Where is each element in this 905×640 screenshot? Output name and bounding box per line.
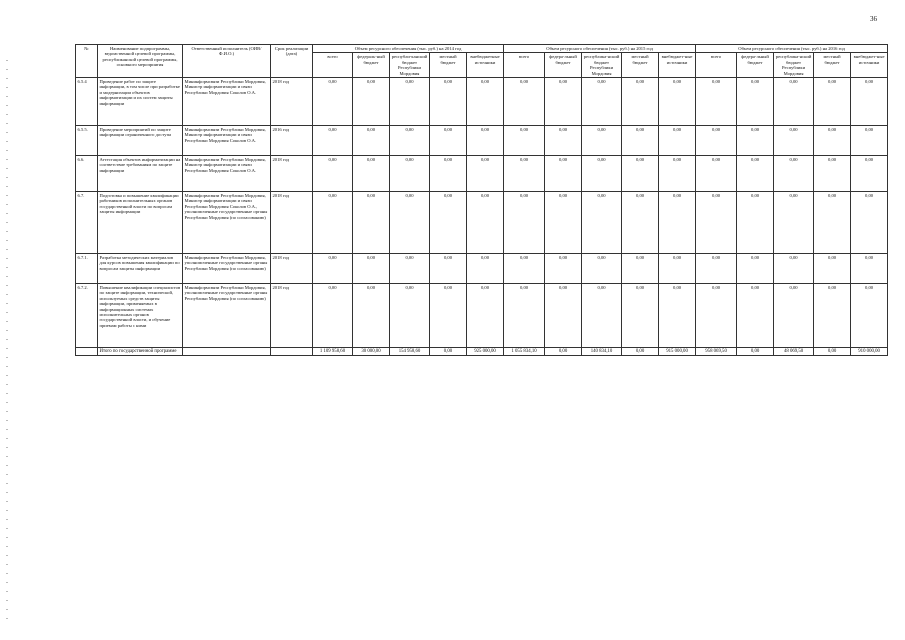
sub-header: внебюджет-ные источники — [659, 53, 696, 78]
row-value: 0,00 — [659, 78, 696, 126]
row-value: 0,00 — [659, 192, 696, 254]
total-value: 0,00 — [737, 348, 774, 356]
row-value: 0,00 — [390, 284, 430, 348]
sub-header: внебюджетные источники — [467, 53, 504, 78]
row-value: 0,00 — [313, 156, 353, 192]
row-value: 0,00 — [737, 78, 774, 126]
table-row — [76, 78, 888, 126]
row-value: 0,00 — [696, 78, 737, 126]
sub-header: всего — [504, 53, 545, 78]
row-name: Проведение работ по защите информации, в том числе при разработке и модернизации объектов информатизации и их систем защиты информации — [98, 78, 183, 126]
sub-header: местный бюджет — [814, 53, 851, 78]
row-value: 0,00 — [737, 126, 774, 156]
row-value: 0,00 — [774, 78, 814, 126]
row-value: 0,00 — [814, 192, 851, 254]
table-row — [76, 156, 888, 192]
row-value: 0,00 — [390, 78, 430, 126]
row-value: 0,00 — [696, 192, 737, 254]
group-2015-header: Объем ресурсного обеспечения (тыс. руб.) на 2015 год — [504, 45, 696, 53]
row-value: 0,00 — [814, 126, 851, 156]
row-executor: Мининформсвязи Республики Мордовия, Министр информатизации и связи Республики Мордовия Соколов О.А. — [183, 78, 271, 126]
row-value: 0,00 — [774, 254, 814, 284]
row-value: 0,00 — [696, 284, 737, 348]
row-value: 0,00 — [851, 192, 888, 254]
row-value: 0,00 — [504, 78, 545, 126]
total-value: 925 000,00 — [467, 348, 504, 356]
row-executor: Мининформсвязи Республики Мордовия, уполномоченные государственные органы Республики Мордовия (по согласованию) — [183, 284, 271, 348]
row-value: 0,00 — [545, 78, 582, 126]
total-value: 910 000,00 — [851, 348, 888, 356]
row-value: 0,00 — [430, 126, 467, 156]
row-value: 0,00 — [696, 254, 737, 284]
col-name-header: Наименование подпрограммы, ведомственной целевой программы, республиканской целевой программы, основного мероприятия — [98, 45, 183, 78]
row-deadline: 2018 год — [271, 192, 313, 254]
sub-header: республи-канский бюджет Республики Мордовия — [390, 53, 430, 78]
total-label: Итого по государственной программе — [98, 348, 183, 356]
row-value: 0,00 — [737, 156, 774, 192]
row-number: 6.7. — [76, 192, 98, 254]
row-executor: Мининформсвязи Республики Мордовия, Министр информатизации и связи Республики Мордовия Соколов О.А. — [183, 126, 271, 156]
row-value: 0,00 — [504, 126, 545, 156]
row-value: 0,00 — [696, 156, 737, 192]
col-deadline-header: Срок реализации (дата) — [271, 45, 313, 78]
sub-header: местный бюджет — [622, 53, 659, 78]
row-number: 6.7.2. — [76, 284, 98, 348]
row-deadline: 2016 год — [271, 126, 313, 156]
row-value: 0,00 — [622, 192, 659, 254]
row-deadline: 2018 год — [271, 254, 313, 284]
table-row — [76, 254, 888, 284]
row-value: 0,00 — [313, 254, 353, 284]
row-value: 0,00 — [659, 126, 696, 156]
row-value: 0,00 — [313, 78, 353, 126]
total-value: 0,00 — [430, 348, 467, 356]
row-value: 0,00 — [313, 126, 353, 156]
row-value: 0,00 — [814, 78, 851, 126]
row-value: 0,00 — [774, 284, 814, 348]
total-deadline-cell — [271, 348, 313, 356]
row-value: 0,00 — [696, 126, 737, 156]
row-deadline: 2018 год — [271, 284, 313, 348]
row-value: 0,00 — [467, 156, 504, 192]
row-value: 0,00 — [737, 254, 774, 284]
row-value: 0,00 — [582, 192, 622, 254]
table-row — [76, 192, 888, 254]
row-number: 6.5.5. — [76, 126, 98, 156]
row-value: 0,00 — [504, 156, 545, 192]
sub-header: всего — [696, 53, 737, 78]
row-value: 0,00 — [430, 78, 467, 126]
total-value: 48 069,50 — [774, 348, 814, 356]
row-value: 0,00 — [582, 156, 622, 192]
row-name: Повышение квалификации специалистов по защите информации, технической, используемых средств защиты информации, применяемых в информационных системах исполнительных органов государственной власти, и обучение приемам работы с ними — [98, 284, 183, 348]
row-value: 0,00 — [851, 126, 888, 156]
sub-header: внебюджет-ные источники — [851, 53, 888, 78]
row-value: 0,00 — [622, 284, 659, 348]
row-value: 0,00 — [430, 254, 467, 284]
row-value: 0,00 — [353, 284, 390, 348]
row-value: 0,00 — [774, 156, 814, 192]
row-value: 0,00 — [545, 126, 582, 156]
row-name: Подготовка и повышение квалификации работников исполнительных органов государственной власти по вопросам защиты информации — [98, 192, 183, 254]
total-no-cell — [76, 348, 98, 356]
total-value: 1 109 958,60 — [313, 348, 353, 356]
row-value: 0,00 — [659, 284, 696, 348]
row-value: 0,00 — [737, 284, 774, 348]
row-value: 0,00 — [622, 126, 659, 156]
col-no-header: № — [76, 45, 98, 78]
row-value: 0,00 — [851, 78, 888, 126]
total-value: 915 000,00 — [659, 348, 696, 356]
row-value: 0,00 — [545, 156, 582, 192]
row-deadline: 2018 год — [271, 156, 313, 192]
row-value: 0,00 — [353, 254, 390, 284]
total-value: 958 069,50 — [696, 348, 737, 356]
total-value: 0,00 — [545, 348, 582, 356]
sub-header: местный бюджет — [430, 53, 467, 78]
total-value: 1 055 834,10 — [504, 348, 545, 356]
row-executor: Мининформсвязи Республики Мордовия, Министр информатизации и связи Республики Мордовия Соколов О.А., уполномоченные государственные органы Республики Мордовия (по согласованию) — [183, 192, 271, 254]
row-value: 0,00 — [622, 156, 659, 192]
scan-margin-dots — [6, 60, 8, 620]
row-value: 0,00 — [737, 192, 774, 254]
row-value: 0,00 — [467, 78, 504, 126]
total-value: 154 958,60 — [390, 348, 430, 356]
sub-header: федераль-ный бюджет — [353, 53, 390, 78]
row-value: 0,00 — [504, 192, 545, 254]
col-executor-header: Ответственный исполнитель (ОИВ/Ф.И.О.) — [183, 45, 271, 78]
header-row-1 — [76, 45, 888, 53]
row-deadline: 2018 год — [271, 78, 313, 126]
row-value: 0,00 — [467, 254, 504, 284]
row-value: 0,00 — [353, 126, 390, 156]
table-row — [76, 284, 888, 348]
row-value: 0,00 — [504, 284, 545, 348]
group-2014-header: Объем ресурсного обеспечения (тыс. руб.) на 2014 год — [313, 45, 504, 53]
row-value: 0,00 — [582, 284, 622, 348]
row-value: 0,00 — [851, 254, 888, 284]
row-value: 0,00 — [430, 192, 467, 254]
row-number: 6.7.1. — [76, 254, 98, 284]
row-value: 0,00 — [353, 78, 390, 126]
sub-header: федера-льный бюджет — [737, 53, 774, 78]
table-row — [76, 126, 888, 156]
row-value: 0,00 — [353, 192, 390, 254]
row-name: Аттестация объектов информатизации на соответствие требованиям по защите информации — [98, 156, 183, 192]
group-2016-header: Объем ресурсного обеспечения (тыс. руб.) на 2016 год — [696, 45, 888, 53]
row-value: 0,00 — [467, 284, 504, 348]
row-value: 0,00 — [545, 192, 582, 254]
row-value: 0,00 — [659, 156, 696, 192]
sub-header: республика-нский бюджет Республики Мордовия — [582, 53, 622, 78]
sub-header: всего — [313, 53, 353, 78]
row-executor: Мининформсвязи Республики Мордовия, Министр информатизации и связи Республики Мордовия Соколов О.А. — [183, 156, 271, 192]
row-value: 0,00 — [814, 156, 851, 192]
row-value: 0,00 — [774, 192, 814, 254]
row-value: 0,00 — [582, 126, 622, 156]
total-value: 0,00 — [814, 348, 851, 356]
row-name: Проведение мероприятий по защите информации ограниченного доступа — [98, 126, 183, 156]
row-value: 0,00 — [659, 254, 696, 284]
row-value: 0,00 — [545, 284, 582, 348]
row-number: 6.5.4 — [76, 78, 98, 126]
total-executor-cell — [183, 348, 271, 356]
row-value: 0,00 — [430, 156, 467, 192]
row-value: 0,00 — [313, 284, 353, 348]
row-value: 0,00 — [851, 156, 888, 192]
row-value: 0,00 — [353, 156, 390, 192]
row-value: 0,00 — [467, 126, 504, 156]
sub-header: республика-нский бюджет Республики Мордовия — [774, 53, 814, 78]
row-value: 0,00 — [622, 254, 659, 284]
row-value: 0,00 — [467, 192, 504, 254]
total-value: 30 000,00 — [353, 348, 390, 356]
row-value: 0,00 — [582, 78, 622, 126]
row-executor: Мининформсвязи Республики Мордовия, уполномоченные государственные органы Республики Мордовия (по согласованию) — [183, 254, 271, 284]
row-value: 0,00 — [390, 126, 430, 156]
row-number: 6.6. — [76, 156, 98, 192]
page-number: 36 — [870, 15, 877, 23]
row-value: 0,00 — [851, 284, 888, 348]
row-value: 0,00 — [313, 192, 353, 254]
row-value: 0,00 — [504, 254, 545, 284]
resource-table — [75, 44, 888, 356]
row-name: Разработка методических материалов для курсов повышения квалификации по вопросам защиты информации — [98, 254, 183, 284]
total-value: 0,00 — [622, 348, 659, 356]
total-row — [76, 348, 888, 356]
row-value: 0,00 — [545, 254, 582, 284]
sub-header: федера-льный бюджет — [545, 53, 582, 78]
row-value: 0,00 — [390, 192, 430, 254]
row-value: 0,00 — [814, 284, 851, 348]
row-value: 0,00 — [582, 254, 622, 284]
row-value: 0,00 — [390, 254, 430, 284]
row-value: 0,00 — [622, 78, 659, 126]
row-value: 0,00 — [430, 284, 467, 348]
total-value: 140 834,10 — [582, 348, 622, 356]
row-value: 0,00 — [774, 126, 814, 156]
row-value: 0,00 — [814, 254, 851, 284]
row-value: 0,00 — [390, 156, 430, 192]
